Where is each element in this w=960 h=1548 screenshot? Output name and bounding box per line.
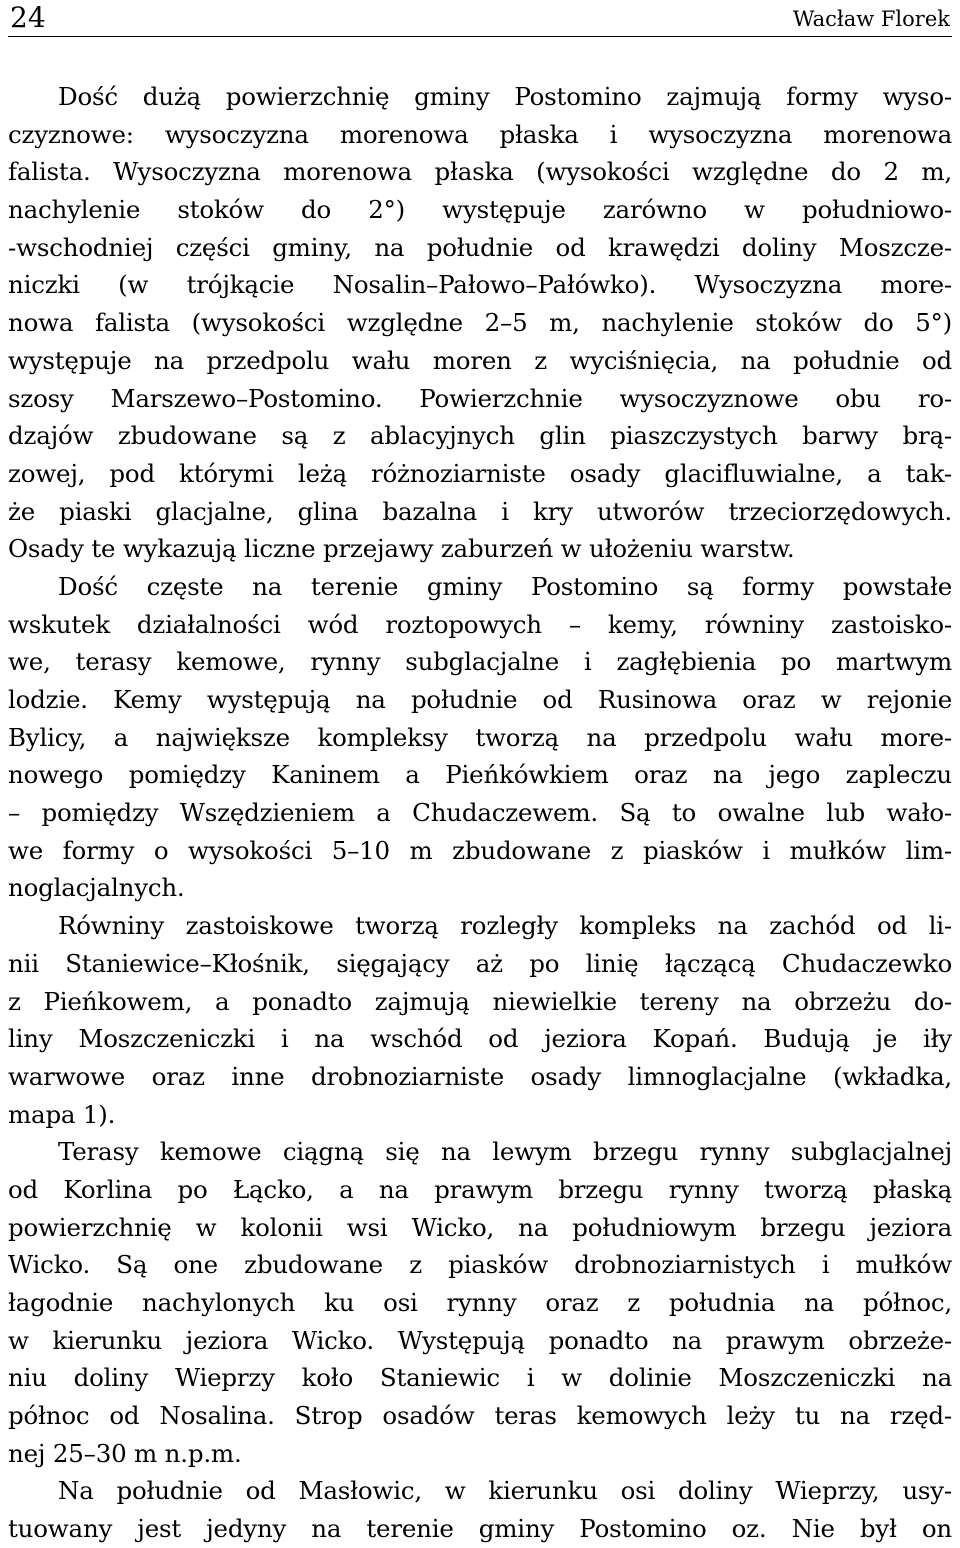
text-line: zowej, pod którymi leżą różnoziarniste osady glacifluwialne, a tak- (8, 458, 952, 488)
text-line: dzajów zbudowane są z ablacyjnych glin piaszczystych barwy brą- (8, 421, 952, 451)
text-line: szosy Marszewo–Postomino. Powierzchnie wysoczyznowe obu ro- (8, 383, 952, 413)
text-line: Terasy kemowe ciągną się na lewym brzegu rynny subglacjalnej (58, 1137, 952, 1167)
text-line: – pomiędzy Wszędzieniem a Chudaczewem. Są to owalne lub wało- (8, 798, 952, 828)
text-line: we, terasy kemowe, rynny subglacjalne i zagłębienia po martwym (8, 647, 952, 677)
body-text (8, 78, 952, 1548)
text-line: mapa 1). (8, 1099, 116, 1129)
text-line: w kierunku jeziora Wicko. Występują ponadto na prawym obrzeże- (8, 1325, 952, 1355)
text-line: falista. Wysoczyzna morenowa płaska (wysokości względne do 2 m, (8, 157, 952, 187)
text-line: Osady te wykazują liczne przejawy zaburzeń w ułożeniu warstw. (8, 534, 795, 564)
text-line: czyznowe: wysoczyzna morenowa płaska i wysoczyzna morenowa (8, 119, 952, 149)
text-line: północ od Nosalina. Strop osadów teras kemowych leży tu na rzęd- (8, 1401, 952, 1431)
text-line: powierzchnię w kolonii wsi Wicko, na południowym brzegu jeziora (8, 1212, 952, 1242)
text-line: Wicko. Są one zbudowane z piasków drobnoziarnistych i mułków (8, 1250, 952, 1280)
text-line: wskutek działalności wód roztopowych – kemy, równiny zastoisko- (8, 609, 952, 639)
text-line: warwowe oraz inne drobnoziarniste osady limnoglacjalne (wkładka, (8, 1061, 952, 1091)
text-line: Bylicy, a największe kompleksy tworzą na przedpolu wału more- (8, 722, 952, 752)
text-line: niczki (w trójkącie Nosalin–Pałowo–Pałówko). Wysoczyzna more- (8, 270, 952, 300)
text-line: Dość dużą powierzchnię gminy Postomino zajmują formy wyso- (58, 82, 952, 111)
text-line: nej 25–30 m n.p.m. (8, 1438, 242, 1468)
text-line: Na południe od Masłowic, w kierunku osi doliny Wieprzy, usy- (58, 1476, 952, 1506)
text-line: lodzie. Kemy występują na południe od Rusinowa oraz w rejonie (8, 685, 952, 714)
text-line: z Pieńkowem, a ponadto zajmują niewielkie tereny na obrzeżu do- (8, 986, 952, 1016)
text-line: tuowany jest jedyny na terenie gminy Postomino oz. Nie był on (8, 1514, 952, 1544)
text-line: -wschodniej części gminy, na południe od krawędzi doliny Moszcze- (8, 232, 952, 262)
text-line: nachylenie stoków do 2°) występuje zarówno w południowo- (8, 195, 952, 225)
page-number: 24 (10, 1, 46, 34)
text-line: noglacjalnych. (8, 873, 185, 903)
text-line: liny Moszczeniczki i na wschód od jeziora Kopań. Budują je iły (8, 1024, 952, 1054)
text-line: we formy o wysokości 5–10 m zbudowane z piasków i mułków lim- (8, 835, 952, 865)
text-line: łagodnie nachylonych ku osi rynny oraz z południa na północ, (8, 1288, 952, 1317)
text-line: niu doliny Wieprzy koło Staniewic i w dolinie Moszczeniczki na (8, 1363, 952, 1393)
text-line: Równiny zastoiskowe tworzą rozległy kompleks na zachód od li- (58, 911, 952, 941)
text-line: nowa falista (wysokości względne 2–5 m, nachylenie stoków do 5°) (8, 308, 952, 338)
text-line: Dość częste na terenie gminy Postomino są formy powstałe (58, 571, 952, 601)
text-line: występuje na przedpolu wału moren z wyciśnięcia, na południe od (8, 345, 952, 375)
text-line: nii Staniewice–Kłośnik, sięgający aż po linię łączącą Chudaczewko (8, 948, 952, 978)
running-head-author: Wacław Florek (792, 7, 950, 31)
text-line: od Korlina po Łącko, a na prawym brzegu rynny tworzą płaską (8, 1174, 952, 1204)
text-line: nowego pomiędzy Kaninem a Pieńkówkiem oraz na jego zapleczu (8, 760, 952, 790)
page-header (8, 0, 952, 37)
text-line: że piaski glacjalne, glina bazalna i kry utworów trzeciorzędowych. (8, 496, 952, 526)
